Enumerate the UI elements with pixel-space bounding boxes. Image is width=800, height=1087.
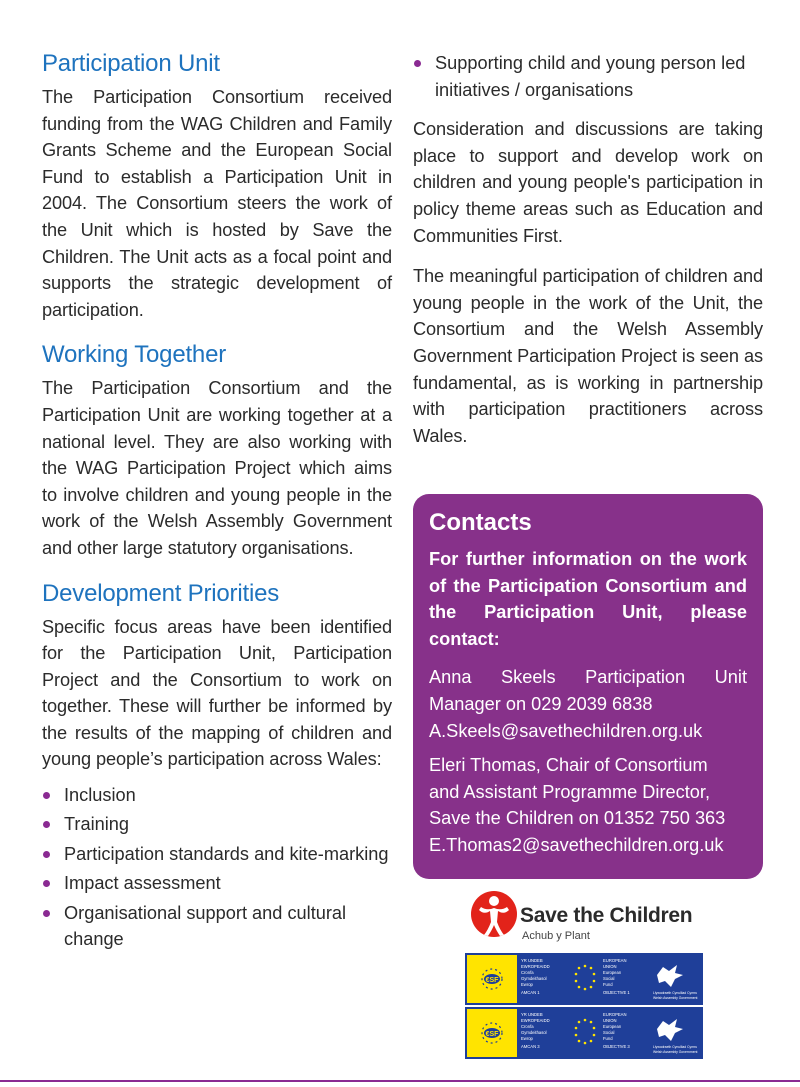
svg-text:AMCAN 1: AMCAN 1 — [521, 990, 540, 995]
svg-text:EUROPEAN: EUROPEAN — [603, 1012, 627, 1017]
svg-text:OBJECTIVE 3: OBJECTIVE 3 — [603, 1044, 630, 1049]
list-item-text: Inclusion — [64, 785, 136, 806]
section-body: The Participation Consortium and the Participation Unit are working together at a national level. They are also working with the WAG Participation Project which aims to involve children and young people in the work of the Welsh Assembly Government and other large statutory organisations. — [42, 378, 392, 558]
svg-text:EWROPEAIDD: EWROPEAIDD — [521, 1018, 550, 1023]
svg-text:Cronfa: Cronfa — [521, 1024, 534, 1029]
list-item-text: Organisational support and cultural change — [64, 902, 347, 950]
section-heading: Working Together — [42, 341, 227, 369]
svg-text:Social: Social — [603, 1030, 615, 1035]
svg-text:Llywodraeth Cynulliad Cymru: Llywodraeth Cynulliad Cymru — [653, 1045, 698, 1049]
contact-eleri-thomas — [429, 752, 747, 858]
svg-text:Welsh Assembly Government: Welsh Assembly Government — [653, 1050, 698, 1054]
contact-anna-skeels — [429, 664, 747, 744]
contact-details: Anna Skeels Participation Unit Manager on 029 2039 6838 — [429, 667, 747, 714]
left-column — [42, 48, 392, 969]
contacts-box — [413, 494, 763, 879]
svg-text:Fund: Fund — [603, 982, 613, 987]
svg-text:YR UNDEB: YR UNDEB — [521, 1012, 543, 1017]
bullet-dot-icon — [43, 880, 50, 887]
list-item — [413, 50, 763, 103]
contact-details-line: and Assistant Programme Director, — [429, 781, 711, 802]
esf-funding-banner — [465, 1007, 703, 1059]
svg-text:Social: Social — [603, 976, 615, 981]
svg-text:UNION: UNION — [603, 1018, 617, 1023]
svg-text:Fund: Fund — [603, 1036, 613, 1041]
section-working-together — [42, 339, 392, 561]
esf-funding-strip-objective-1 — [465, 953, 703, 1005]
contacts-title: Contacts — [429, 509, 532, 536]
svg-text:European: European — [603, 1024, 622, 1029]
svg-text:EWROPEAIDD: EWROPEAIDD — [521, 964, 550, 969]
esf-funding-strip-objective-3 — [465, 1007, 703, 1059]
svg-text:YR UNDEB: YR UNDEB — [521, 958, 543, 963]
svg-text:€SF: €SF — [485, 1031, 499, 1038]
section-body: Specific focus areas have been identified for the Participation Unit, Participation Project and the Consortium to work on together. These will further be informed by the results of the mapping of children and young people’s participation across Wales: — [42, 616, 392, 770]
priorities-list — [42, 782, 392, 953]
list-item — [42, 782, 392, 809]
section-heading: Participation Unit — [42, 50, 220, 77]
save-the-children-logo — [470, 890, 720, 946]
logo-name: Save the Children — [520, 904, 693, 927]
list-item — [42, 870, 392, 897]
esf-funding-banner — [465, 953, 703, 1005]
svg-text:UNION: UNION — [603, 964, 617, 969]
section-body: The Participation Consortium received funding from the WAG Children and Family Grants Scheme and the European Social Fund to establish a Participation Unit in 2004. The Consortium steers the work of the Unit which is hosted by Save the Children. The Unit acts as a focal point and supports the strategic development of participation. — [42, 87, 392, 320]
right-paragraph: The meaningful participation of children and young people in the work of the Unit, the Consortium and the Welsh Assembly Government Participation Project is seen as fundamental, as is working in partnership with participation practitioners across Wales. — [413, 266, 763, 446]
right-paragraph: Consideration and discussions are taking place to support and develop work on children and young people's participation in policy theme areas such as Education and Communities First. — [413, 119, 763, 246]
list-item-text: Participation standards and kite-marking — [64, 843, 389, 864]
list-item-text: Impact assessment — [64, 873, 221, 894]
bottom-divider — [0, 1080, 800, 1082]
contact-details-line: Save the Children on 01352 750 363 — [429, 808, 726, 829]
bullet-dot-icon — [43, 851, 50, 858]
logo-tagline: Achub y Plant — [522, 930, 590, 942]
section-development-priorities — [42, 578, 392, 953]
svg-text:European: European — [603, 970, 622, 975]
svg-text:AMCAN 3: AMCAN 3 — [521, 1044, 540, 1049]
list-item-text: Supporting child and young person led initiatives / organisations — [435, 53, 746, 100]
list-item-text: Training — [64, 814, 130, 835]
list-item — [42, 841, 392, 868]
section-heading: Development Priorities — [42, 579, 280, 607]
list-item — [42, 811, 392, 838]
svg-text:Ewrop: Ewrop — [521, 1036, 533, 1041]
svg-text:Welsh Assembly Government: Welsh Assembly Government — [653, 996, 698, 1000]
svg-text:Gymdeithasol: Gymdeithasol — [521, 1030, 547, 1035]
right-bullet-list — [413, 50, 763, 103]
list-item — [42, 900, 392, 953]
section-participation-unit — [42, 48, 392, 323]
contact-email[interactable]: E.Thomas2@savethechildren.org.uk — [429, 834, 724, 855]
bullet-dot-icon — [43, 792, 50, 799]
contact-email[interactable]: A.Skeels@savethechildren.org.uk — [429, 720, 703, 741]
svg-text:EUROPEAN: EUROPEAN — [603, 958, 627, 963]
contacts-intro: For further information on the work of the Participation Consortium and the Participation Unit, please contact: — [429, 549, 747, 649]
save-the-children-mark-icon — [470, 890, 518, 938]
bullet-dot-icon — [43, 821, 50, 828]
svg-text:Gymdeithasol: Gymdeithasol — [521, 976, 547, 981]
svg-text:Llywodraeth Cynulliad Cymru: Llywodraeth Cynulliad Cymru — [653, 991, 698, 995]
svg-text:Ewrop: Ewrop — [521, 982, 533, 987]
svg-text:Cronfa: Cronfa — [521, 970, 534, 975]
svg-text:€SF: €SF — [485, 977, 499, 984]
bullet-dot-icon — [414, 60, 421, 67]
svg-text:OBJECTIVE 1: OBJECTIVE 1 — [603, 990, 630, 995]
bullet-dot-icon — [43, 910, 50, 917]
right-column — [413, 50, 763, 463]
contact-details-line: Eleri Thomas, Chair of Consortium — [429, 755, 708, 776]
